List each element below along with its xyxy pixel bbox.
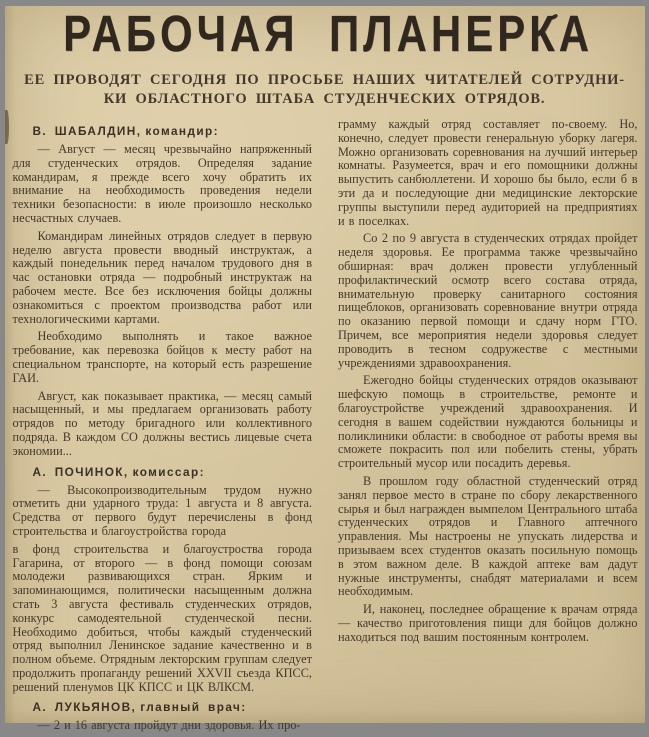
article-subtitle-line1: ЕЕ ПРОВОДЯТ СЕГОДНЯ ПО ПРОСЬБЕ НАШИХ ЧИТАТЕЛЕЙ СОТРУДНИ- [24, 72, 625, 88]
speaker-name: А. ЛУКЬЯНОВ, [32, 700, 137, 715]
body-paragraph: грамму каждый отряд составляет по-своему. Но, конечно, следует провести генеральную уборку лагеря. Можно организовать соревнования на лучший интерьер комнаты. Разумеется, врач и его помощники должны выпустить санбюллетени. И хорошо бы было, если б в эти да и последующие дни медицинские лекторские группы выступили перед аудиторией на предприятиях и в поселках. [338, 117, 638, 228]
body-paragraph: — Высокопроизводительным трудом нужно отметить дни ударного труда: 1 августа и 8 августа. Средства от первого будут перечислены в фонд строительства и благоустройства города [12, 482, 312, 538]
article-headline-text: РАБОЧАЯ ПЛАНЕРКА [62, 5, 593, 62]
body-paragraph: Командирам линейных отрядов следует в первую неделю августа провести вводный инструктаж, а каждый понедельник перед началом трудового дня в час остановки отряда — подробный инструктаж на рабочем месте. Все без исключения бойцы должны ознакомиться с проектом производства работ или технологическими картами. [12, 228, 312, 326]
newspaper-page [5, 5, 645, 733]
speaker-name: В. ШАБАЛДИН, [32, 124, 142, 138]
speaker-heading [13, 124, 313, 138]
body-paragraph: Со 2 по 9 августа в студенческих отрядах пройдет неделя здоровья. Ее программа также чрезвычайно обширная: врач должен провести углубленный профилактический осмотр всего состава отряда, внимательную проверку санитарного состояния пищеблоков, организовать соревнование внутри отряда по оказанию первой помощи и сдачу норм ГТО. Причем, все мероприятия недели здоровья следует проводить в тесном содружестве с местными учреждениями здравоохранения. [338, 231, 638, 370]
body-paragraph: — Август — месяц чрезвычайно напряженный для студенческих отрядов. Определяя задание командирам, я прежде всего хочу обратить их внимание на необходимость проведения недели техники безопасности: в июле произошло несколько несчастных случаев. [12, 142, 312, 225]
body-paragraph: в фонд строительства и благоустроства города Гагарина, от второго — в фонд помощи союзам молодежи развивающихся стран. Ярким и запоминающимся, политически насыщенным должна стать 3 августа фестиваль студенческих отрядов, конкурс самодеятельной студенческой песни. Необходимо добиться, чтобы каждый студенческий отряд выполнил Ленинское задание качественно и в полном объеме. Отрядным лекторским группам следует продолжить пропаганду решений XXVII съезда КПСС, решений пленумов ЦК КПСС и ЦК ВЛКСМ. [12, 541, 312, 694]
speaker-role: командир: [145, 124, 219, 138]
article-body [5, 109, 645, 737]
speaker-heading [13, 465, 313, 479]
article-headline [5, 6, 645, 62]
speaker-name: А. ПОЧИНОК, [32, 464, 129, 479]
edge-smudge [5, 110, 9, 144]
body-paragraph: Ежегодно бойцы студенческих отрядов оказывают шефскую помощь в строительстве, ремонте и благоустройстве учреждений здравоохранения. И сегодня в вашем содействии нуждаются больницы и поликлиники области: в свободное от работы время вы сможете покрасить пол или побелить стены, убрать строительный мусор или посадить деревья. [338, 373, 638, 471]
body-paragraph: В прошлом году областной студенческий отряд занял первое место в стране по сбору лекарственного сырья и был награжден вымпелом Центрального штаба студенческих отрядов и Главного аптечного управления. Мы настроены не упускать лидерства и призываем всех студентов оказать посильную помощь в этом важном деле. В каждой аптеке вам дадут нужные инструменты, снабдят материалами и всем необходимым. [338, 473, 638, 599]
body-paragraph: И, наконец, последнее обращение к врачам отряда — качество приготовления пищи для бойцов должно находиться под вашим постоянным контролем. [338, 602, 638, 644]
right-column [338, 118, 638, 737]
speaker-role: главный врач: [140, 700, 247, 715]
body-paragraph: — 2 и 16 августа пройдут дни здоровья. Их про- [37, 718, 301, 733]
article-subtitle-line2: КИ ОБЛАСТНОГО ШТАБА СТУДЕНЧЕСКИХ ОТРЯДОВ. [103, 91, 546, 107]
left-column [13, 118, 313, 737]
body-paragraph: Необходимо выполнять и такое важное требование, как перевозка бойцов к месту работ на специальном транспорте, на который есть разрешение ГАИ. [12, 329, 312, 385]
speaker-role: комиссар: [132, 464, 205, 479]
body-paragraph: Август, как показывает практика, — месяц самый насыщенный, и мы предлагаем организовать работу отрядов по методу бригадного или коллективного подряда. В каждом СО должны вестись лицевые счета экономии... [12, 388, 312, 458]
article-subtitle [5, 71, 645, 109]
speaker-heading [13, 700, 313, 714]
